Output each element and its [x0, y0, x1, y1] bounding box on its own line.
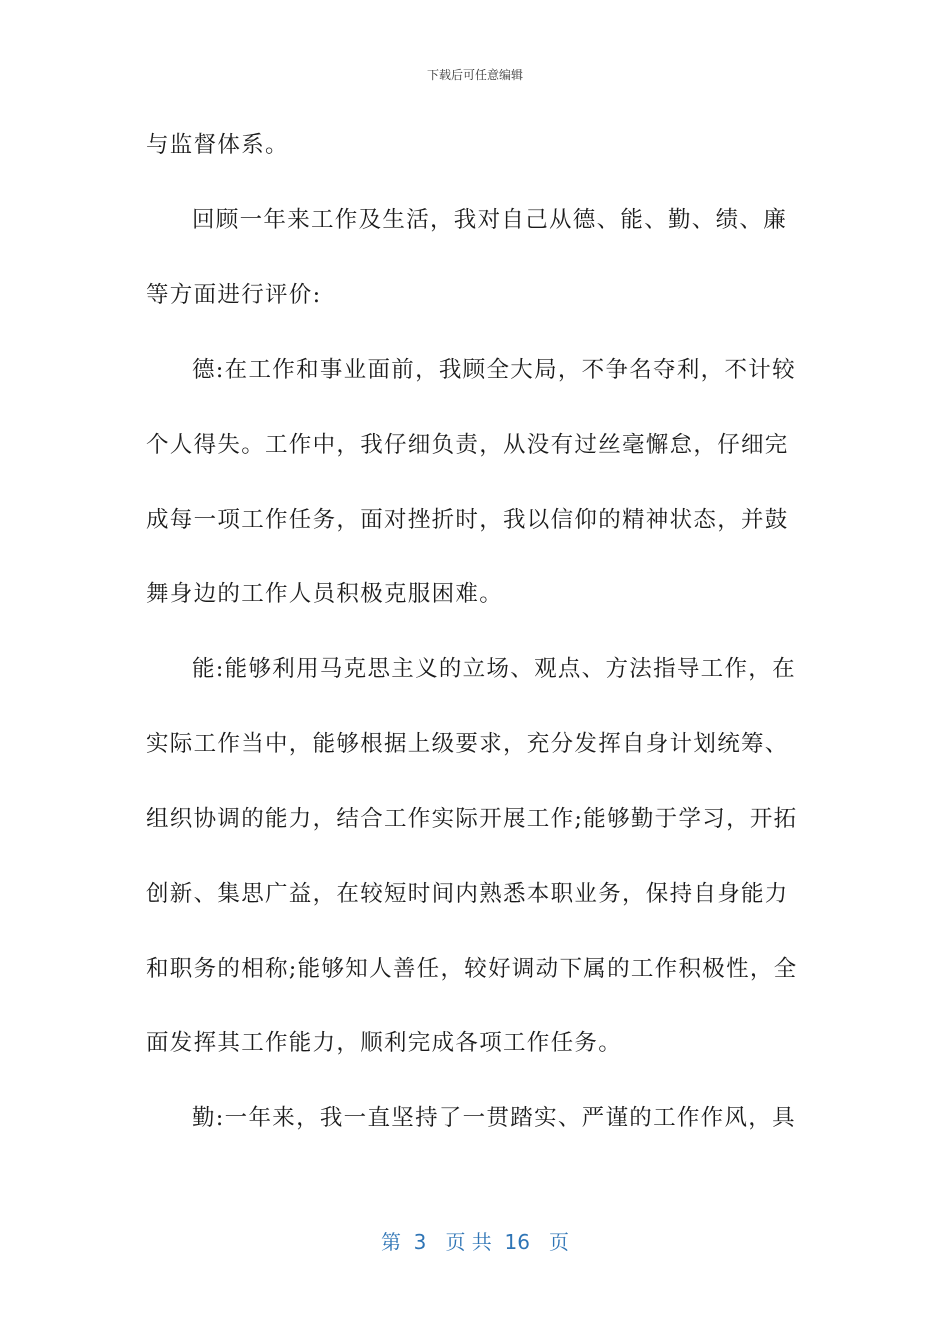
page-number-footer: 第 3 页 共 16 页	[380, 1230, 570, 1254]
body-line: 德:在工作和事业面前，我顾全大局，不争名夺利，不计较	[192, 357, 796, 383]
body-line: 回顾一年来工作及生活，我对自己从德、能、勤、绩、廉	[192, 207, 788, 233]
body-line: 实际工作当中，能够根据上级要求，充分发挥自身计划统筹、	[146, 731, 789, 757]
body-line: 个人得失。工作中，我仔细负责，从没有过丝毫懈怠，仔细完	[146, 432, 789, 458]
body-line: 成每一项工作任务，面对挫折时，我以信仰的精神状态，并鼓	[146, 507, 789, 533]
header-note: 下载后可任意编辑	[426, 68, 523, 82]
body-line: 勤:一年来，我一直坚持了一贯踏实、严谨的工作作风，具	[192, 1105, 796, 1131]
body-line: 能:能够利用马克思主义的立场、观点、方法指导工作，在	[192, 656, 796, 682]
body-line: 与监督体系。	[146, 132, 289, 158]
body-line: 组织协调的能力，结合工作实际开展工作;能够勤于学习，开拓	[146, 806, 798, 832]
body-line: 创新、集思广益，在较短时间内熟悉本职业务，保持自身能力	[146, 881, 789, 907]
body-line: 和职务的相称;能够知人善任，较好调动下属的工作积极性，全	[146, 956, 798, 982]
body-line: 面发挥其工作能力，顺利完成各项工作任务。	[146, 1030, 623, 1056]
body-line: 舞身边的工作人员积极克服困难。	[146, 581, 504, 607]
body-line: 等方面进行评价:	[146, 282, 322, 308]
